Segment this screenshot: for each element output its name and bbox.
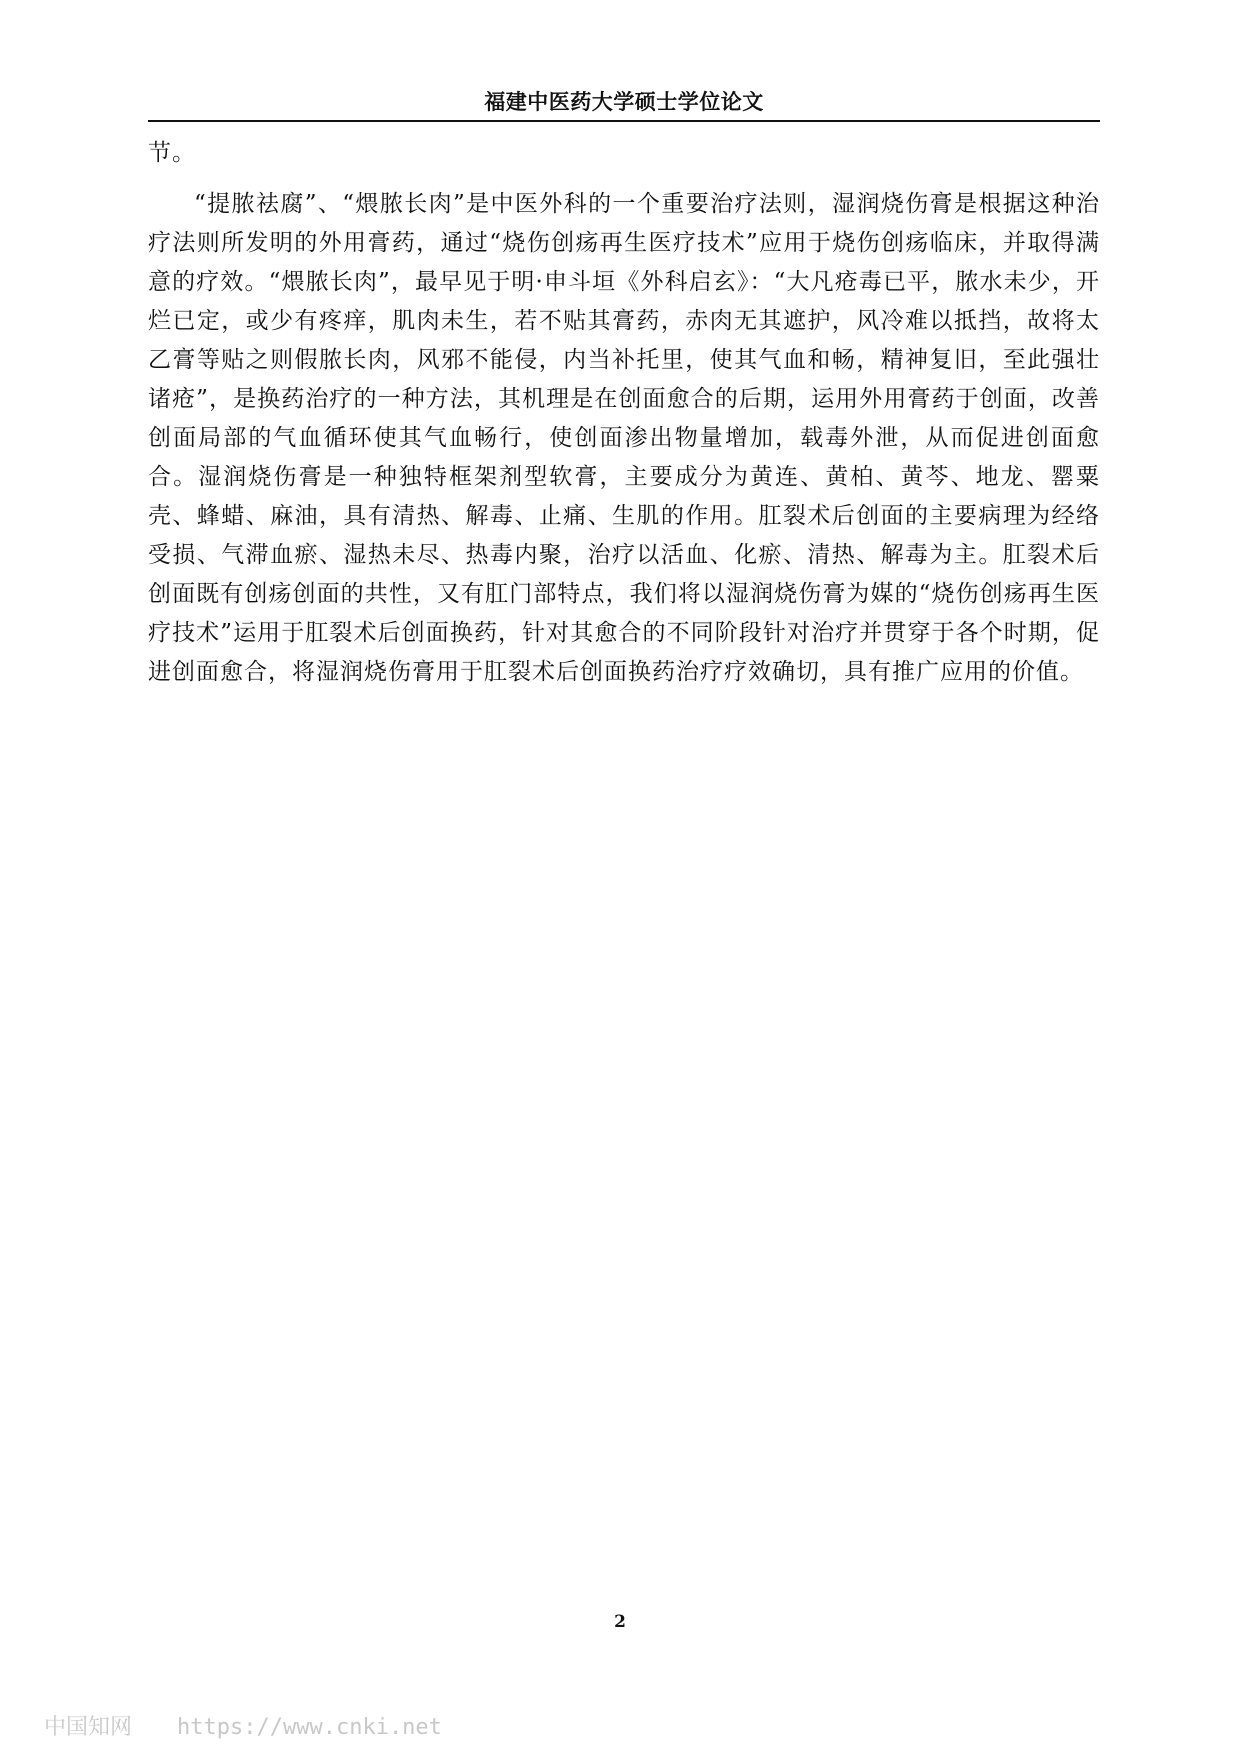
watermark — [44, 1710, 442, 1741]
paragraph: “提脓祛腐”、“煨脓长肉”是中医外科的一个重要治疗法则，湿润烧伤膏是根据这种治疗法则所发明的外用膏药，通过“烧伤创疡再生医疗技术”应用于烧伤创疡临床，并取得满意的疗效。“煨脓长肉”，最早见于明·申斗垣《外科启玄》：“大凡疮毒已平，脓水未少，开烂已定，或少有疼痒，肌肉未生，若不贴其膏药，赤肉无其遮护，风冷难以抵挡，故将太乙膏等贴之则假脓长肉，风邪不能侵，内当补托里，使其气血和畅，精神复旧，至此强壮诸疮”，是换药治疗的一种方法，其机理是在创面愈合的后期，运用外用膏药于创面，改善创面局部的气血循环使其气血畅行，使创面渗出物量增加，载毒外泄，从而促进创面愈合。湿润烧伤膏是一种独特框架剂型软膏，主要成分为黄连、黄柏、黄芩、地龙、罂粟壳、蜂蜡、麻油，具有清热、解毒、止痛、生肌的作用。肛裂术后创面的主要病理为经络受损、气滞血瘀、湿热未尽、热毒内聚，治疗以活血、化瘀、清热、解毒为主。肛裂术后创面既有创疡创面的共性，又有肛门部特点，我们将以湿润烧伤膏为媒的“烧伤创疡再生医疗技术”运用于肛裂术后创面换药，针对其愈合的不同阶段针对治疗并贯穿于各个时期，促进创面愈合，将湿润烧伤膏用于肛裂术后创面换药治疗疗效确切，具有推广应用的价值。 — [148, 191, 1100, 685]
watermark-site-name: 中国知网 — [44, 1715, 133, 1740]
body-text — [148, 134, 1100, 692]
paragraph-continuation: 节。 — [148, 140, 196, 166]
header-title: 福建中医药大学硕士学位论文 — [484, 89, 764, 114]
running-header — [148, 84, 1100, 122]
watermark-url: https://www.cnki.net — [177, 1715, 442, 1740]
page-number: 2 — [614, 1612, 626, 1632]
